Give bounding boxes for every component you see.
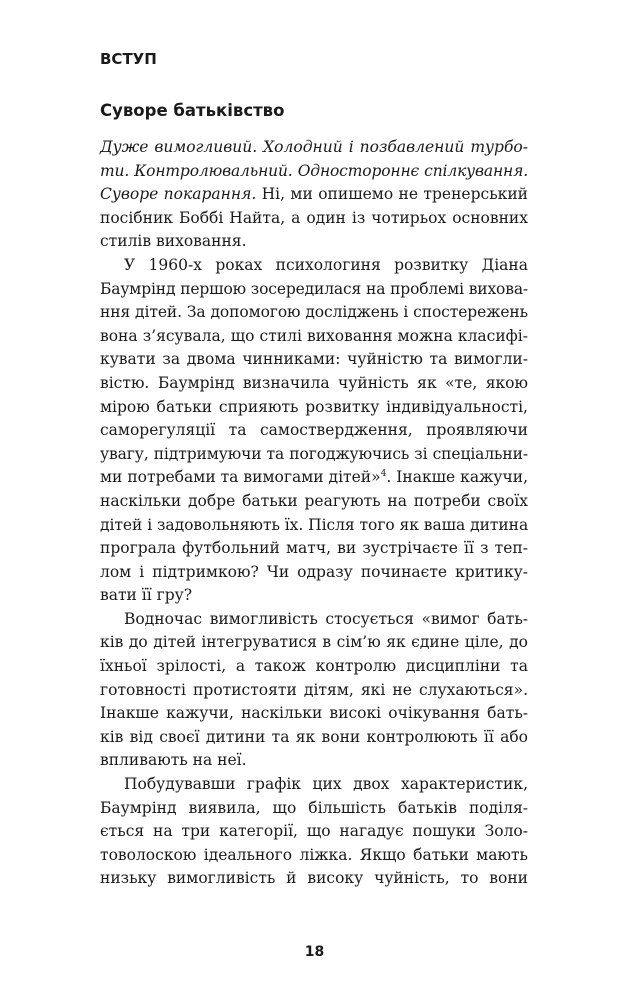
paragraph-first-line: Побудувавши графік цих двох характеристик,: [124, 775, 528, 794]
body-line: мірою батьки сприяють розвитку індивідуальності,: [100, 397, 528, 416]
paragraph-first-line: У 1960-х роках психологиня розвитку Діана: [124, 255, 528, 274]
body-line: Дуже вимогливий. Холодний і позбавлений турбо-: [100, 138, 528, 156]
body-line: [100, 183, 528, 207]
body-line: ків до дітей інтегруватися в сім’ю як єдине ціле, до: [100, 633, 528, 652]
body-text-fragment: ми потребами та вимогами дітей»: [100, 468, 381, 487]
body-line: посібник Боббі Найта, а один із чотирьох основних: [100, 208, 528, 227]
body-line: програла футбольний матч, ви зустрічаєте її з теп-: [100, 539, 528, 558]
body-line: стилів виховання.: [100, 232, 247, 251]
body-line: вона з’ясувала, що стилі виховання можна класифі-: [100, 326, 528, 345]
body-line: наскільки добре батьки реагують на потреби своїх: [100, 491, 528, 510]
body-line: вати її гру?: [100, 586, 193, 605]
body-text-fragment: . Інакше кажучи,: [386, 468, 528, 487]
body-text-fragment: Ні, ми опишемо не тренерський: [256, 185, 528, 204]
body-line: ти. Контролювальний. Одностороннє спілкування.: [100, 161, 528, 180]
body-line: впливають на неї.: [100, 751, 247, 770]
page-number: 18: [304, 944, 325, 960]
body-line: їхньої зрілості, а також контролю дисципліни та: [100, 657, 528, 676]
body-line: Баумрінд першою зосередилася на проблемі вихова-: [100, 279, 528, 298]
body-line: Інакше кажучи, наскільки високі очікування бать-: [100, 704, 528, 723]
body-line: кувати за двома чинниками: чуйністю та вимогли-: [100, 350, 528, 369]
body-line: увагу, підтримуючи та погоджуючись зі спеціальни-: [100, 444, 528, 463]
body-line: вістю. Баумрінд визначила чуйність як «те, якою: [100, 373, 528, 392]
body-line: товолоскою ідеального ліжка. Якщо батьки мають: [100, 845, 528, 864]
body-line: ється на три категорії, що нагадує пошуки Золо-: [100, 822, 528, 841]
body-line: дітей і задовольняють їх. Після того як ваша дитина: [100, 515, 529, 534]
body-text: [100, 136, 528, 891]
body-line: низьку вимогливість й високу чуйність, то вони: [100, 869, 528, 888]
italic-phrase: Суворе покарання.: [100, 185, 257, 204]
body-line: ків від своєї дитини та як вони контролюють її або: [100, 727, 528, 746]
body-line: саморегуляції та самоствердження, проявляючи: [100, 421, 528, 440]
body-line: [100, 466, 528, 490]
body-line: Баумрінд виявила, що більшість батьків поділя-: [100, 798, 528, 817]
footnote-marker: 4: [380, 469, 387, 480]
body-line: лом і підтримкою? Чи одразу починаєте критику-: [100, 562, 528, 581]
section-title: Суворе батьківство: [100, 101, 285, 120]
body-line: ння дітей. За допомогою досліджень і спостережень: [100, 303, 528, 322]
body-line: готовності протистояти дітям, які не слухаються».: [100, 680, 528, 699]
chapter-header: ВСТУП: [100, 50, 157, 68]
paragraph-first-line: Водночас вимогливість стосується «вимог бать-: [124, 609, 528, 628]
